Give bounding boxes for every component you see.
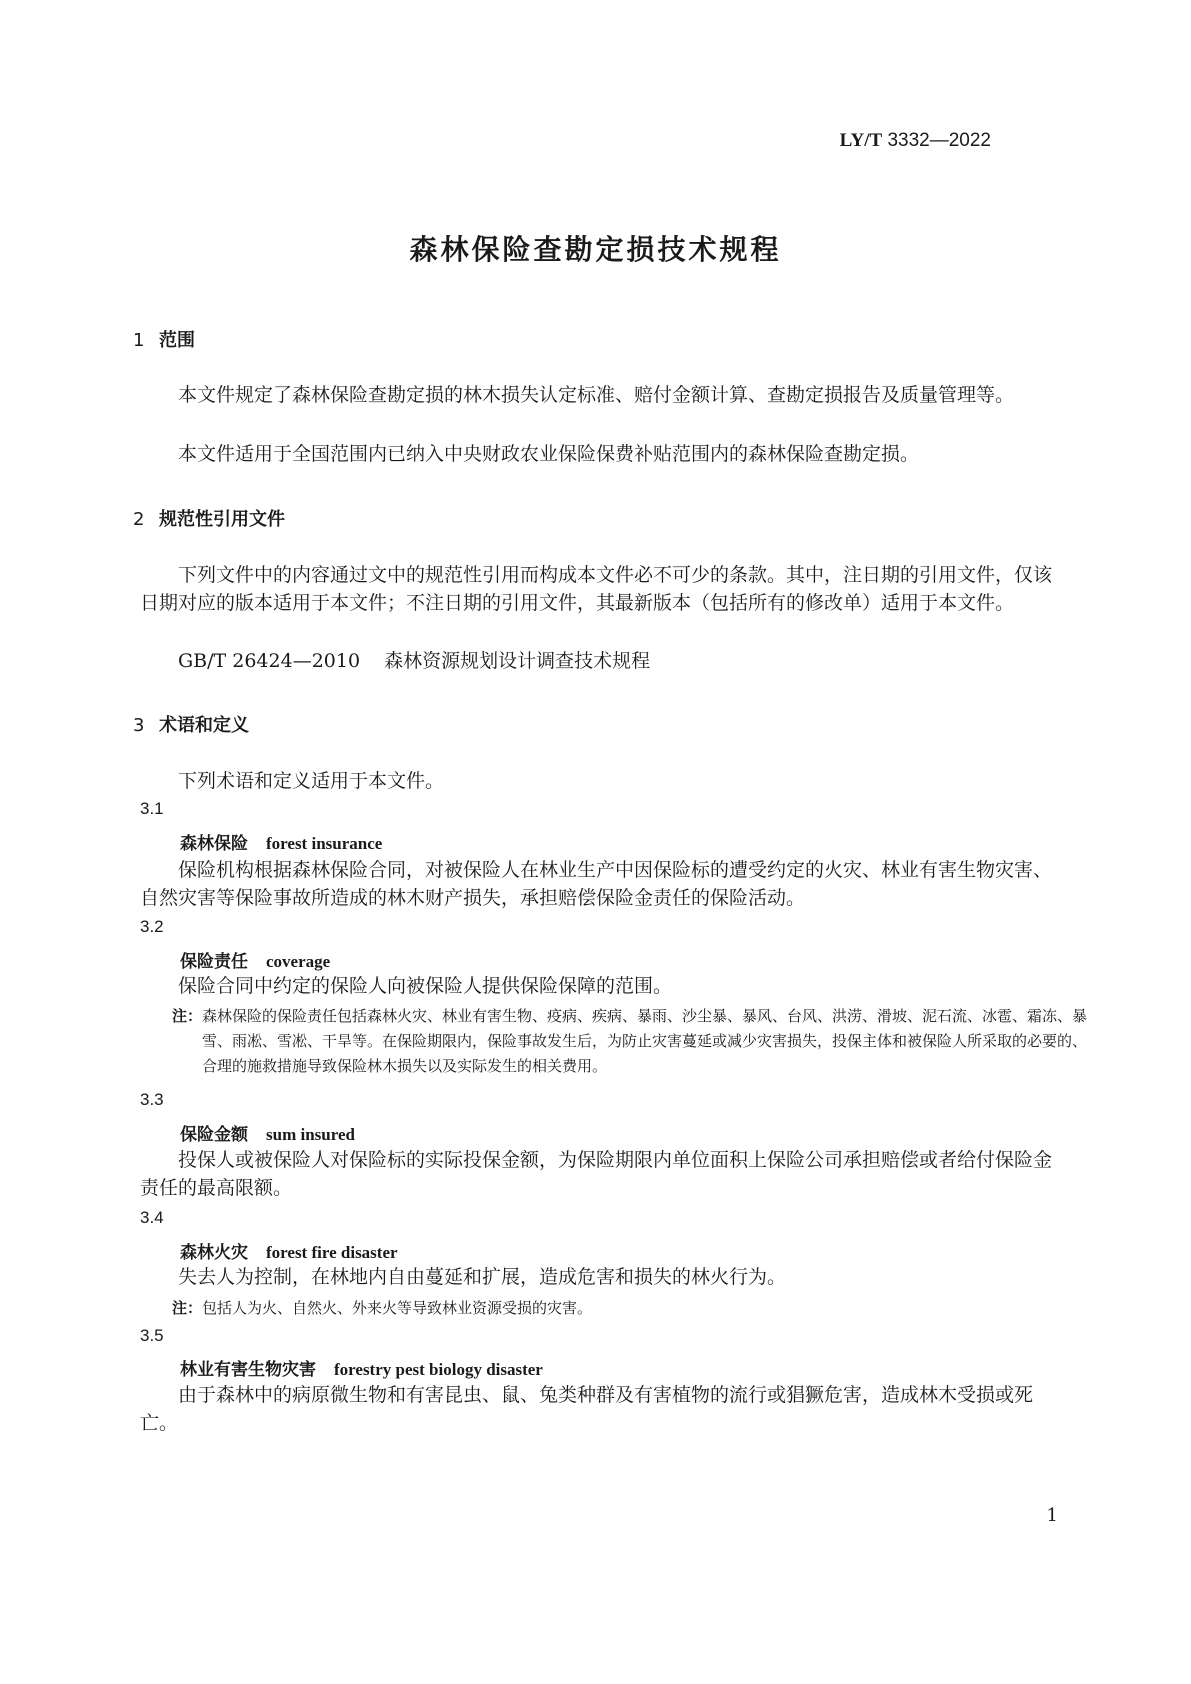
term-zh: 林业有害生物灾害	[180, 1360, 316, 1380]
normative-reference	[178, 647, 650, 675]
paragraph: 下列文件中的内容通过文中的规范性引用而构成本文件必不可少的条款。其中，注日期的引用文件，仅该日期对应的版本适用于本文件；不注日期的引用文件，其最新版本（包括所有的修改单）适用于本文件。	[140, 564, 1053, 614]
section-title: 术语和定义	[159, 715, 249, 736]
term-zh: 森林火灾	[180, 1243, 248, 1263]
section-title: 范围	[159, 330, 195, 351]
term-note	[172, 1004, 1090, 1079]
note-label: 注：	[172, 1007, 203, 1025]
paragraph: 本文件规定了森林保险查勘定损的林木损失认定标准、赔付金额计算、查勘定损报告及质量管理等。	[178, 384, 1015, 406]
standard-prefix: LY/T	[839, 130, 883, 151]
term-en: sum insured	[266, 1125, 355, 1144]
term-zh: 保险责任	[180, 952, 248, 972]
term-en: forestry pest biology disaster	[334, 1360, 543, 1379]
term-zh: 森林保险	[180, 834, 248, 854]
section-2-heading	[133, 505, 285, 531]
term-definition: 保险机构根据森林保险合同，对被保险人在林业生产中因保险标的遭受约定的火灾、林业有害生物灾害、自然灾害等保险事故所造成的林木财产损失，承担赔偿保险金责任的保险活动。	[140, 859, 1053, 909]
term-entry	[180, 1355, 543, 1380]
section-1-heading	[133, 326, 195, 352]
note-text: 森林保险的保险责任包括森林火灾、林业有害生物、疫病、疾病、暴雨、沙尘暴、暴风、台风、洪涝、滑坡、泥石流、冰雹、霜冻、暴雪、雨凇、雪凇、干旱等。在保险期限内，保险事故发生后，为防止灾害蔓延或减少灾害损失，投保主体和被保险人所采取的必要的、合理的施救措施导致保险林木损失以及实际发生的相关费用。	[202, 1007, 1088, 1075]
clause-number: 3.4	[140, 1208, 164, 1227]
section-title: 规范性引用文件	[159, 509, 285, 530]
page-number: 1	[1046, 1505, 1058, 1526]
term-en: coverage	[266, 952, 331, 971]
clause-number: 3.1	[140, 799, 164, 818]
clause-number: 3.5	[140, 1326, 164, 1345]
section-number: 1	[133, 330, 145, 351]
clause-number: 3.3	[140, 1090, 164, 1109]
term-en: forest fire disaster	[266, 1243, 398, 1262]
term-definition: 由于森林中的病原微生物和有害昆虫、鼠、兔类种群及有害植物的流行或猖獗危害，造成林木受损或死亡。	[140, 1384, 1034, 1434]
note-label: 注：	[172, 1299, 203, 1317]
term-zh: 保险金额	[180, 1125, 248, 1145]
term-entry	[180, 1120, 355, 1145]
term-definition: 保险合同中约定的保险人向被保险人提供保险保障的范围。	[178, 975, 673, 997]
term-entry	[180, 947, 330, 972]
term-note	[172, 1296, 1060, 1321]
section-number: 2	[133, 509, 145, 530]
document-title: 森林保险查勘定损技术规程	[409, 233, 782, 266]
term-definition: 失去人为控制，在林地内自由蔓延和扩展，造成危害和损失的林火行为。	[178, 1266, 787, 1288]
standard-code	[840, 130, 991, 152]
section-3-heading	[133, 711, 249, 737]
note-text: 包括人为火、自然火、外来火等导致林业资源受损的灾害。	[202, 1299, 593, 1317]
term-en: forest insurance	[266, 834, 383, 853]
reference-title: 森林资源规划设计调查技术规程	[384, 650, 651, 672]
paragraph: 本文件适用于全国范围内已纳入中央财政农业保险保费补贴范围内的森林保险查勘定损。	[178, 443, 920, 465]
term-definition: 投保人或被保险人对保险标的实际投保金额，为保险期限内单位面积上保险公司承担赔偿或者给付保险金责任的最高限额。	[140, 1149, 1053, 1199]
section-number: 3	[133, 715, 145, 736]
terms-intro: 下列术语和定义适用于本文件。	[178, 770, 445, 792]
clause-number: 3.2	[140, 917, 164, 936]
reference-code: GB/T 26424—2010	[178, 650, 361, 672]
term-entry	[180, 1238, 398, 1263]
standard-number: 3332—2022	[887, 130, 991, 151]
term-entry	[180, 829, 382, 854]
